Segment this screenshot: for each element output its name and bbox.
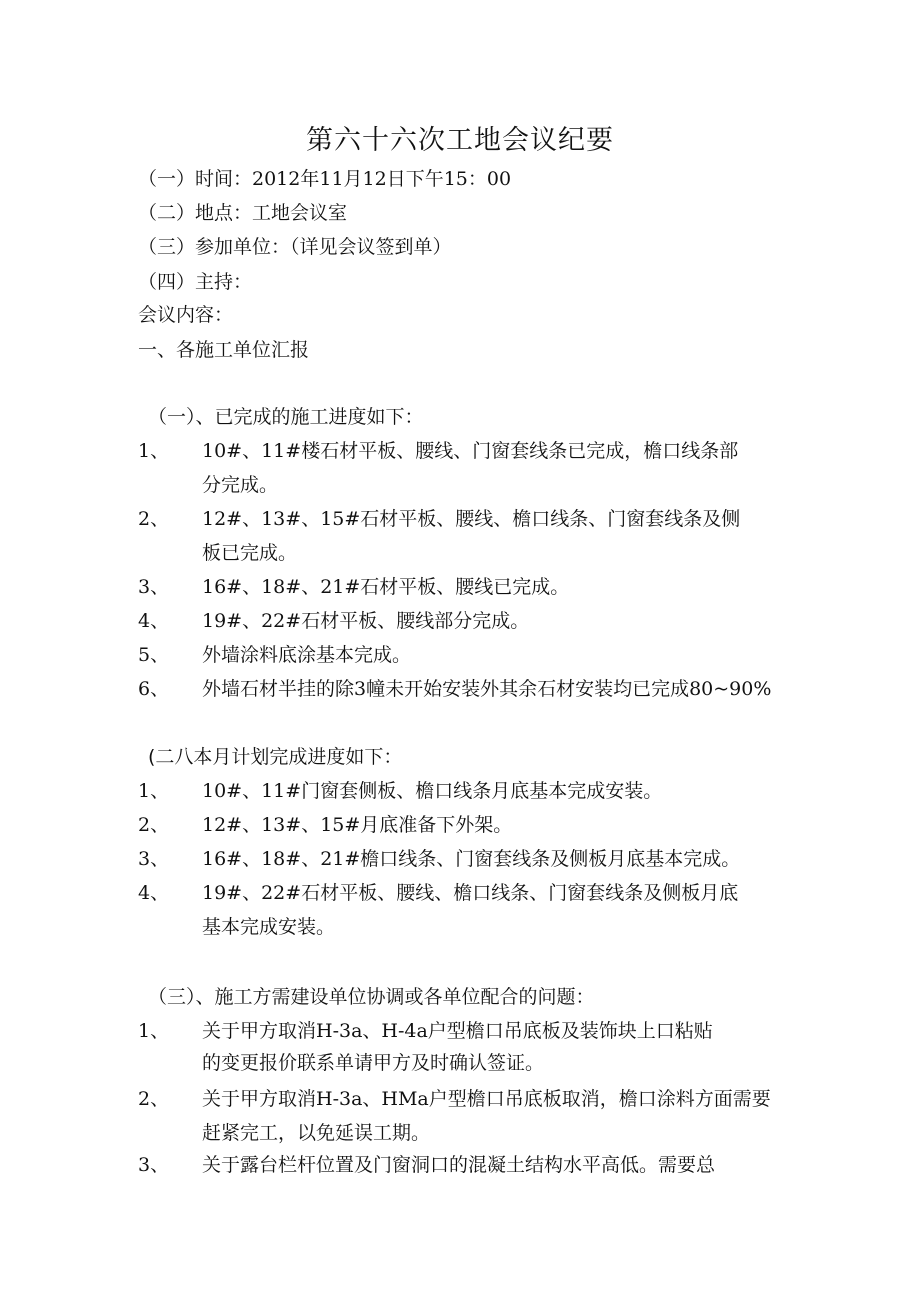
list-item-number: 3、	[138, 848, 170, 870]
list-item-number: 1、	[138, 440, 170, 462]
list-item-continuation: 分完成。	[202, 474, 279, 496]
list-item-continuation: 赶紧完工，以免延误工期。	[202, 1122, 431, 1144]
meeting-units: （三）参加单位：（详见会议签到单）	[138, 236, 452, 258]
list-item-number: 2、	[138, 1088, 170, 1110]
list-item-number: 6、	[138, 678, 170, 700]
content-label: 会议内容：	[138, 304, 234, 326]
list-item-number: 2、	[138, 508, 170, 530]
meeting-place: （二）地点：工地会议室	[138, 202, 348, 224]
list-item-text: 19#、22#石材平板、腰线部分完成。	[202, 610, 530, 632]
list-item-text: 关于甲方取消H-3a、H-4a户型檐口吊底板及装饰块上口粘贴	[202, 1020, 713, 1042]
list-item-continuation: 基本完成安装。	[202, 916, 336, 938]
list-item-text: 12#、13#、15#石材平板、腰线、檐口线条、门窗套线条及侧	[202, 508, 741, 530]
list-item-text: 16#、18#、21#檐口线条、门窗套线条及侧板月底基本完成。	[202, 848, 741, 870]
list-item-text: 外墙石材半挂的除3幢未开始安装外其余石材安装均已完成80~90%	[202, 678, 772, 700]
list-item-number: 4、	[138, 610, 170, 632]
list-item-number: 1、	[138, 1020, 170, 1042]
list-item-text: 16#、18#、21#石材平板、腰线已完成。	[202, 576, 570, 598]
page-title: 第六十六次工地会议纪要	[306, 125, 614, 156]
planned-heading: (二八本月计划完成进度如下：	[148, 746, 403, 768]
list-item-continuation: 板已完成。	[202, 542, 298, 564]
section-heading: 一、各施工单位汇报	[138, 339, 310, 361]
list-item-number: 2、	[138, 814, 170, 836]
list-item-text: 关于甲方取消H-3a、HMa户型檐口吊底板取消，檐口涂料方面需要	[202, 1088, 771, 1110]
issues-heading: （三）、施工方需建设单位协调或各单位配合的问题：	[148, 986, 595, 1008]
completed-heading: （一）、已完成的施工进度如下：	[148, 406, 424, 428]
meeting-host: （四）主持：	[138, 271, 253, 293]
list-item-text: 外墙涂料底涂基本完成。	[202, 644, 412, 666]
list-item-text: 12#、13#、15#月底准备下外架。	[202, 814, 513, 836]
list-item-text: 10#、11#门窗套侧板、檐口线条月底基本完成安装。	[202, 780, 663, 802]
list-item-number: 1、	[138, 780, 170, 802]
meeting-time: （一）时间：2012年11月12日下午15：00	[138, 168, 512, 190]
list-item-text: 19#、22#石材平板、腰线、檐口线条、门窗套线条及侧板月底	[202, 882, 739, 904]
list-item-number: 3、	[138, 576, 170, 598]
list-item-text: 10#、11#楼石材平板、腰线、门窗套线条已完成，檐口线条部	[202, 440, 739, 462]
list-item-continuation: 的变更报价联系单请甲方及时确认签证。	[202, 1052, 545, 1074]
list-item-number: 4、	[138, 882, 170, 904]
list-item-text: 关于露台栏杆位置及门窗洞口的混凝土结构水平高低。需要总	[202, 1154, 716, 1176]
list-item-number: 5、	[138, 644, 170, 666]
list-item-number: 3、	[138, 1154, 170, 1176]
